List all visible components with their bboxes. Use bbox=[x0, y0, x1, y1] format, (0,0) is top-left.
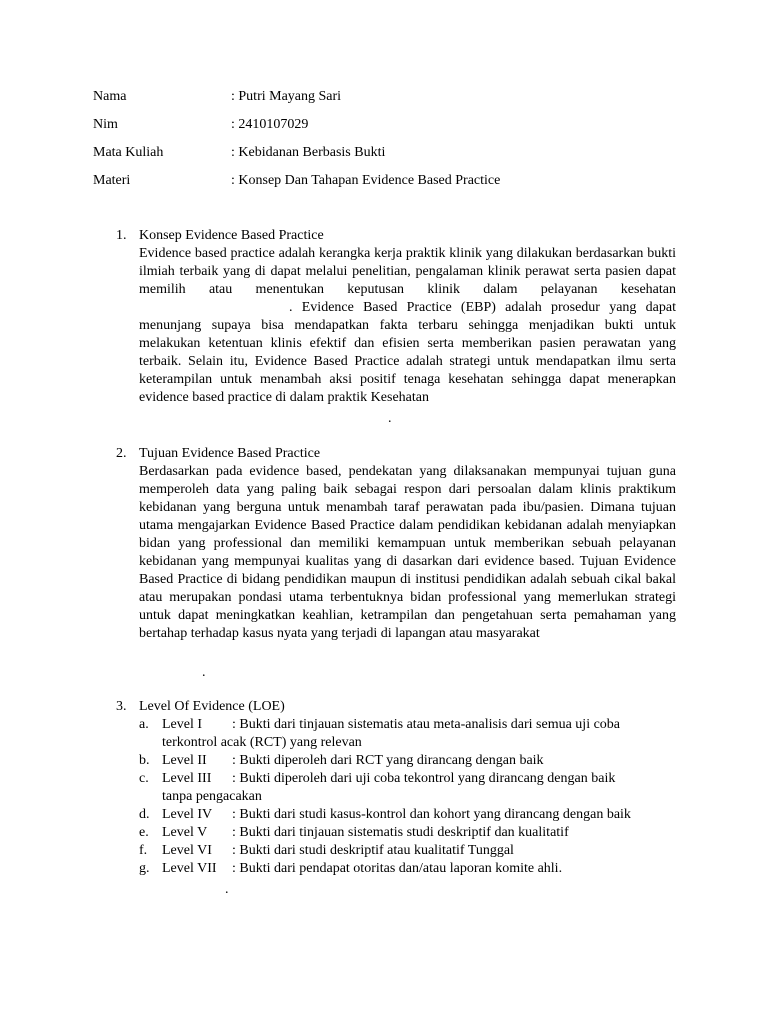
loe-item-letter: a. bbox=[139, 717, 149, 732]
section-number: 3. bbox=[116, 699, 127, 714]
loe-item-desc: : Bukti dari tinjauan sistematis studi deskriptif dan kualitatif bbox=[232, 825, 569, 840]
loe-item-letter: c. bbox=[139, 771, 149, 786]
trailing-mark: . bbox=[388, 411, 392, 426]
section-title: Konsep Evidence Based Practice bbox=[139, 228, 324, 243]
loe-item-level: Level V bbox=[162, 825, 208, 840]
section-body: Berdasarkan pada evidence based, pendekatan yang dilaksanakan mempunyai tujuan guna memperoleh data yang paling baik sebagai respon dari persoalan dalam klinis praktikum kebidanan yang berguna untuk menambah taraf perawatan pada ibu/pasien. Dimana tujuan utama mengajarkan Evidence Based Practice dalam pendidikan kebidanan adalah menyiapkan bidan yang professional dan memiliki kemampuan untuk memberikan sebuah pelayanan kebidanan yang mempunyai kualitas yang di dasarkan dari evidence based. Tujuan Evidence Based Practice di bidang pendidikan maupun di institusi pendidikan adalah sebuah cikal bakal atau merupakan pondasi utama terbentuknya bidan professional yang memerlukan strategi untuk dapat meningkatkan keahlian, ketrampilan dan pengetahuan serta pemahaman yang bertahap terhadap kasus nyata yang terjadi di lapangan atau masyarakat bbox=[139, 464, 676, 641]
loe-item-desc: : Bukti dari tinjauan sistematis atau meta-analisis dari semua uji coba bbox=[232, 717, 621, 732]
info-label: Materi bbox=[93, 173, 131, 188]
loe-item-level: Level II bbox=[162, 753, 207, 768]
loe-item bbox=[139, 716, 676, 752]
loe-item-level: Level I bbox=[162, 717, 203, 732]
info-row-mata-kuliah bbox=[93, 144, 693, 162]
info-row-nim bbox=[93, 116, 693, 134]
loe-item-letter: f. bbox=[139, 843, 148, 858]
trailing-mark: . bbox=[225, 882, 229, 897]
loe-item-desc: : Bukti dari pendapat otoritas dan/atau laporan komite ahli. bbox=[232, 861, 563, 876]
info-label: Mata Kuliah bbox=[93, 145, 164, 160]
loe-item-level: Level VII bbox=[162, 861, 217, 876]
info-value: : 2410107029 bbox=[231, 117, 309, 132]
loe-item-desc: : Bukti dari studi deskriptif atau kualitatif Tunggal bbox=[232, 843, 514, 858]
loe-item bbox=[139, 806, 676, 824]
loe-item-desc-cont: terkontrol acak (RCT) yang relevan bbox=[162, 735, 362, 750]
loe-item-level: Level IV bbox=[162, 807, 213, 822]
loe-item bbox=[139, 860, 676, 878]
info-label: Nim bbox=[93, 117, 118, 132]
info-label: Nama bbox=[93, 89, 127, 104]
info-value: : Konsep Dan Tahapan Evidence Based Practice bbox=[231, 173, 501, 188]
section-body bbox=[139, 245, 676, 407]
loe-item bbox=[139, 752, 676, 770]
info-value: : Putri Mayang Sari bbox=[231, 89, 342, 104]
info-row-materi bbox=[93, 172, 693, 190]
loe-item-desc: : Bukti diperoleh dari uji coba tekontrol yang dirancang dengan baik bbox=[232, 771, 616, 786]
section-title: Level Of Evidence (LOE) bbox=[139, 699, 285, 714]
loe-item-desc: : Bukti diperoleh dari RCT yang dirancang dengan baik bbox=[232, 753, 544, 768]
loe-list bbox=[139, 716, 676, 878]
loe-item-letter: d. bbox=[139, 807, 150, 822]
loe-item-letter: g. bbox=[139, 861, 150, 876]
loe-item-letter: b. bbox=[139, 753, 150, 768]
loe-item-desc: : Bukti dari studi kasus-kontrol dan kohort yang dirancang dengan baik bbox=[232, 807, 631, 822]
loe-item-desc-cont: tanpa pengacakan bbox=[162, 789, 262, 804]
loe-item bbox=[139, 770, 676, 806]
info-row-nama bbox=[93, 88, 693, 106]
info-value: : Kebidanan Berbasis Bukti bbox=[231, 145, 386, 160]
loe-item-level: Level VI bbox=[162, 843, 212, 858]
section-number: 2. bbox=[116, 446, 127, 461]
loe-item-letter: e. bbox=[139, 825, 149, 840]
loe-item bbox=[139, 842, 676, 860]
section-number: 1. bbox=[116, 228, 127, 243]
trailing-mark: . bbox=[202, 665, 206, 680]
body-text-part1: Evidence based practice adalah kerangka kerja praktik klinik yang dilakukan berdasarkan bukti ilmiah terbaik yang di dapat melalui penelitian, pengalaman klinik perawat serta pasien dapat memilih atau menentukan keputusan klinik dalam pelayanan kesehatan bbox=[139, 246, 676, 297]
loe-item-level: Level III bbox=[162, 771, 212, 786]
body-text-part2: . Evidence Based Practice (EBP) adalah prosedur yang dapat menunjang supaya bisa mendapatkan fakta terbaru sehingga menjadikan bukti untuk melakukan ketentuan klinis efektif dan efisien serta memberikan pasien perawatan yang terbaik. Selain itu, Evidence Based Practice adalah strategi untuk mendapatkan ilmu serta keterampilan untuk menambah aksi positif tenaga kesehatan sehingga dapat menerapkan evidence based practice di dalam praktik Kesehatan bbox=[139, 300, 676, 405]
section-title: Tujuan Evidence Based Practice bbox=[139, 446, 321, 461]
loe-item bbox=[139, 824, 676, 842]
